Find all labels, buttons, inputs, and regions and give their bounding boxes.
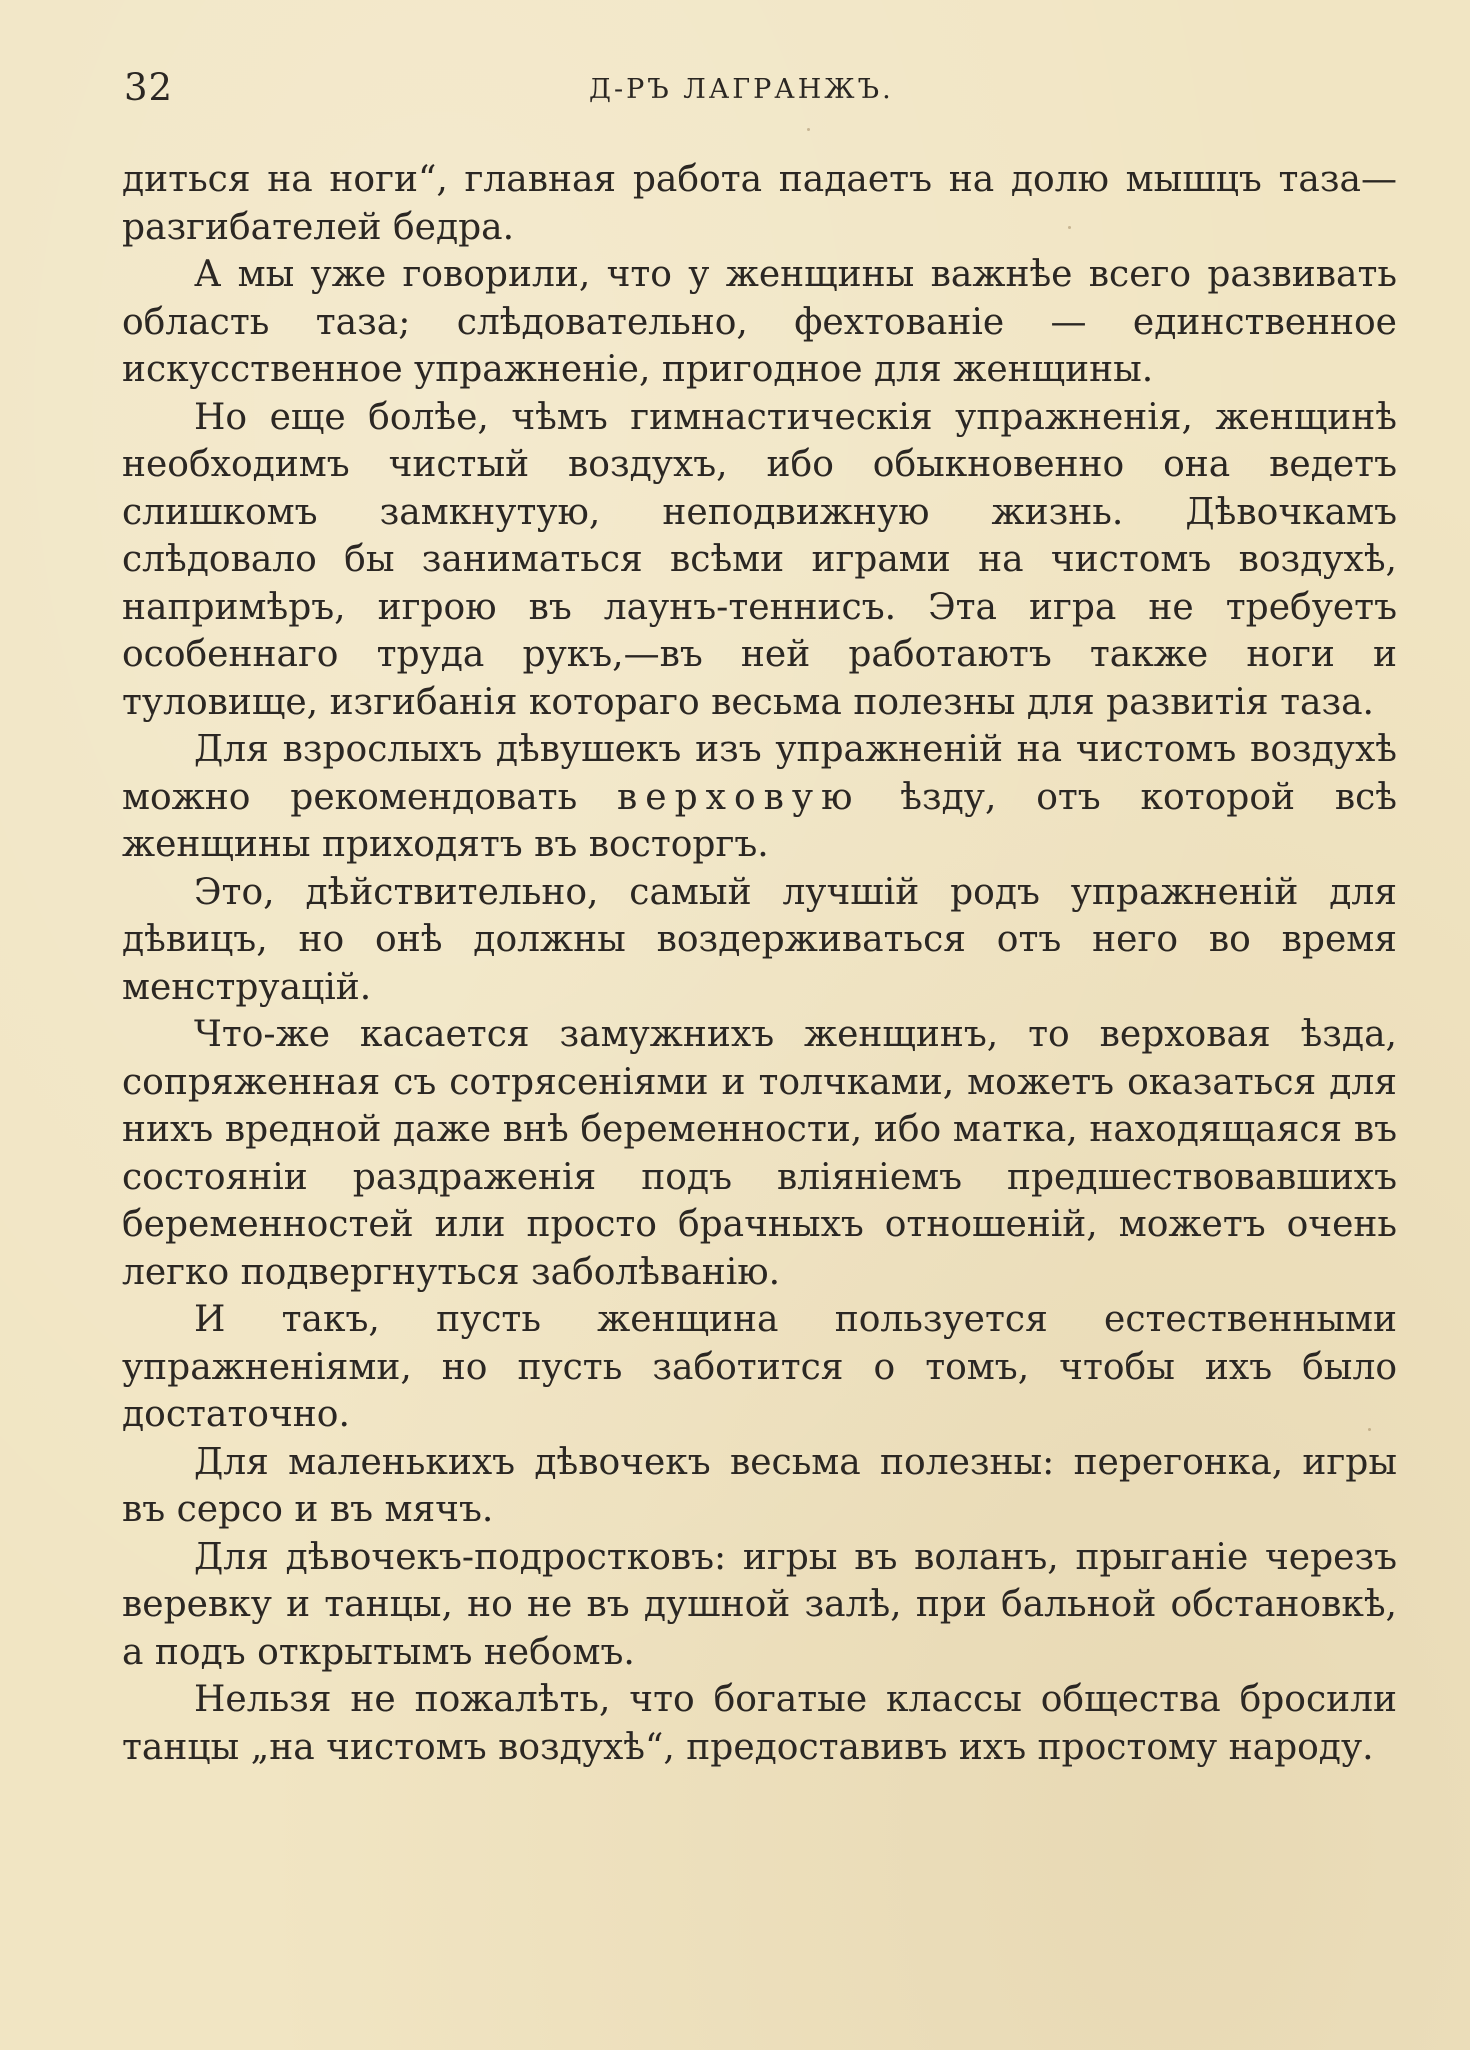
- paragraph-1: диться на ноги“, главная работа падаетъ на долю мышцъ таза—разгибателей бедра.: [122, 159, 1397, 248]
- running-title: Д-РЪ ЛАГРАНЖЪ.: [589, 74, 894, 105]
- paragraph-5: Это, дѣйствительно, самый лучшій родъ упражненій для дѣвицъ, но онѣ должны воздерживаться отъ него во время менструацій.: [122, 871, 1397, 1008]
- body-text: [122, 156, 1397, 1771]
- page-number: 32: [124, 66, 174, 109]
- paragraph-9: Для дѣвочекъ-подростковъ: игры въ воланъ, прыганіе черезъ веревку и танцы, но не въ душной залѣ, при бальной обстановкѣ, а подъ открытымъ небомъ.: [122, 1536, 1397, 1673]
- paragraph-4: [122, 726, 1397, 869]
- paragraph-3: Но еще болѣе, чѣмъ гимнастическія упражненія, женщинѣ необходимъ чистый воздухъ, ибо обыкновенно она ведетъ слишкомъ замкнутую, неподвижную жизнь. Дѣвочкамъ слѣдовало бы заниматься всѣми играми на чистомъ воздухѣ, напримѣръ, игрою въ лаунъ-теннисъ. Эта игра не требуетъ особеннаго труда рукъ,—въ ней работаютъ также ноги и туловище, изгибанія котораго весьма полезны для развитія таза.: [122, 396, 1397, 723]
- paragraph-10: Нельзя не пожалѣть, что богатые классы общества бросили танцы „на чистомъ воздухѣ“, предоставивъ ихъ простому народу.: [122, 1679, 1397, 1768]
- page-header: [124, 58, 1394, 118]
- paragraph-2: А мы уже говорили, что у женщины важнѣе всего развивать область таза; слѣдовательно, фехтованіе — единственное искусственное упражненіе, пригодное для женщины.: [122, 254, 1397, 390]
- paper-speck: [1068, 226, 1071, 229]
- paragraph-6: Что-же касается замужнихъ женщинъ, то верховая ѣзда, сопряженная съ сотрясеніями и толчками, можетъ оказаться для нихъ вредной даже внѣ беременности, ибо матка, находящаяся въ состояніи раздраженія подъ вліяніемъ предшествовавшихъ беременностей или просто брачныхъ отношеній, можетъ очень легко подвергнуться заболѣванію.: [122, 1014, 1397, 1293]
- paper-speck: [1368, 1428, 1371, 1431]
- emphasized-word: верховую: [617, 776, 861, 818]
- paragraph-4-end: ѣзду, отъ которой всѣ женщины приходятъ въ восторгъ.: [122, 776, 1397, 865]
- paragraph-4-start: Для взрослыхъ дѣвушекъ изъ упражненій на чистомъ воздухѣ можно рекомендовать: [122, 729, 1397, 818]
- paper-speck: [807, 128, 810, 131]
- paragraph-7: И такъ, пусть женщина пользуется естественными упражненіями, но пусть заботится о томъ, чтобы ихъ было достаточно.: [122, 1299, 1397, 1435]
- paragraph-8: Для маленькихъ дѣвочекъ весьма полезны: перегонка, игры въ серсо и въ мячъ.: [122, 1441, 1397, 1530]
